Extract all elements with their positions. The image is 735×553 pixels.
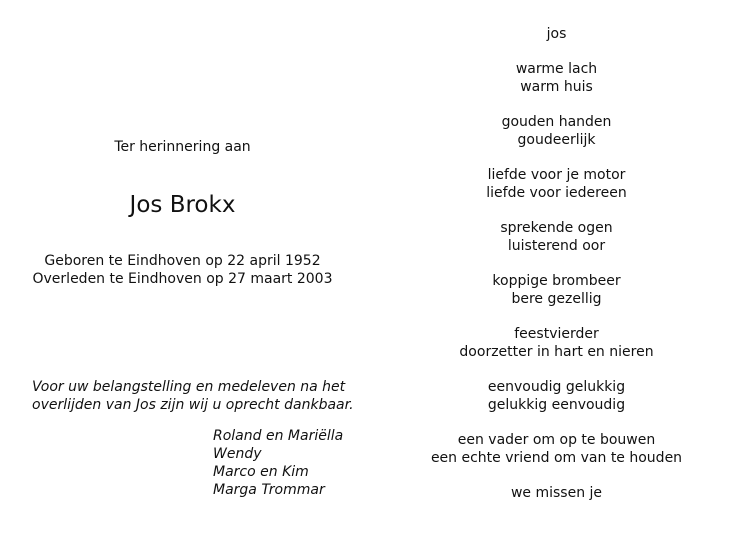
- signature-1: Roland en Mariëlla: [213, 428, 344, 444]
- poem-stanza: [414, 378, 699, 414]
- poem-line: feestvierder: [514, 326, 599, 342]
- memorial-poem: [414, 25, 699, 502]
- poem-line: een vader om op te bouwen: [457, 432, 656, 448]
- poem-stanza: [414, 219, 699, 255]
- signature-2: Wendy: [213, 446, 262, 462]
- poem-line: we missen je: [510, 485, 603, 501]
- poem-line: warm huis: [520, 79, 593, 95]
- poem-line: een echte vriend om van te houden: [430, 450, 683, 466]
- poem-stanza: [414, 484, 699, 502]
- thanks-line-1: Voor uw belangstelling en medeleven na het: [32, 379, 346, 395]
- poem-line: warme lach: [515, 61, 598, 77]
- poem-line: gelukkig eenvoudig: [487, 397, 626, 413]
- poem-line: sprekende ogen: [500, 220, 613, 236]
- poem-line: liefde voor iedereen: [486, 185, 627, 201]
- poem-stanza: [414, 325, 699, 361]
- poem-stanza: [414, 113, 699, 149]
- poem-stanza: [414, 272, 699, 308]
- poem-line: doorzetter in hart en nieren: [459, 344, 654, 360]
- poem-stanza: [414, 60, 699, 96]
- poem-stanza: [414, 166, 699, 202]
- poem-line: jos: [546, 26, 567, 42]
- poem-line: bere gezellig: [511, 291, 602, 307]
- poem-line: liefde voor je motor: [487, 167, 626, 183]
- thanks-line-2: overlijden van Jos zijn wij u oprecht dankbaar.: [32, 397, 354, 413]
- poem-line: koppige brombeer: [492, 273, 621, 289]
- poem-stanza: [414, 25, 699, 43]
- birth-line: Geboren te Eindhoven op 22 april 1952: [44, 253, 321, 269]
- poem-stanza: [414, 431, 699, 467]
- signature-4: Marga Trommar: [213, 482, 325, 498]
- poem-line: eenvoudig gelukkig: [487, 379, 626, 395]
- death-line: Overleden te Eindhoven op 27 maart 2003: [32, 271, 333, 287]
- poem-line: gouden handen: [501, 114, 612, 130]
- intro-text: Ter herinnering aan: [114, 139, 251, 155]
- deceased-name: Jos Brokx: [129, 192, 236, 218]
- poem-line: luisterend oor: [507, 238, 606, 254]
- poem-line: goudeerlijk: [517, 132, 596, 148]
- signature-3: Marco en Kim: [213, 464, 309, 480]
